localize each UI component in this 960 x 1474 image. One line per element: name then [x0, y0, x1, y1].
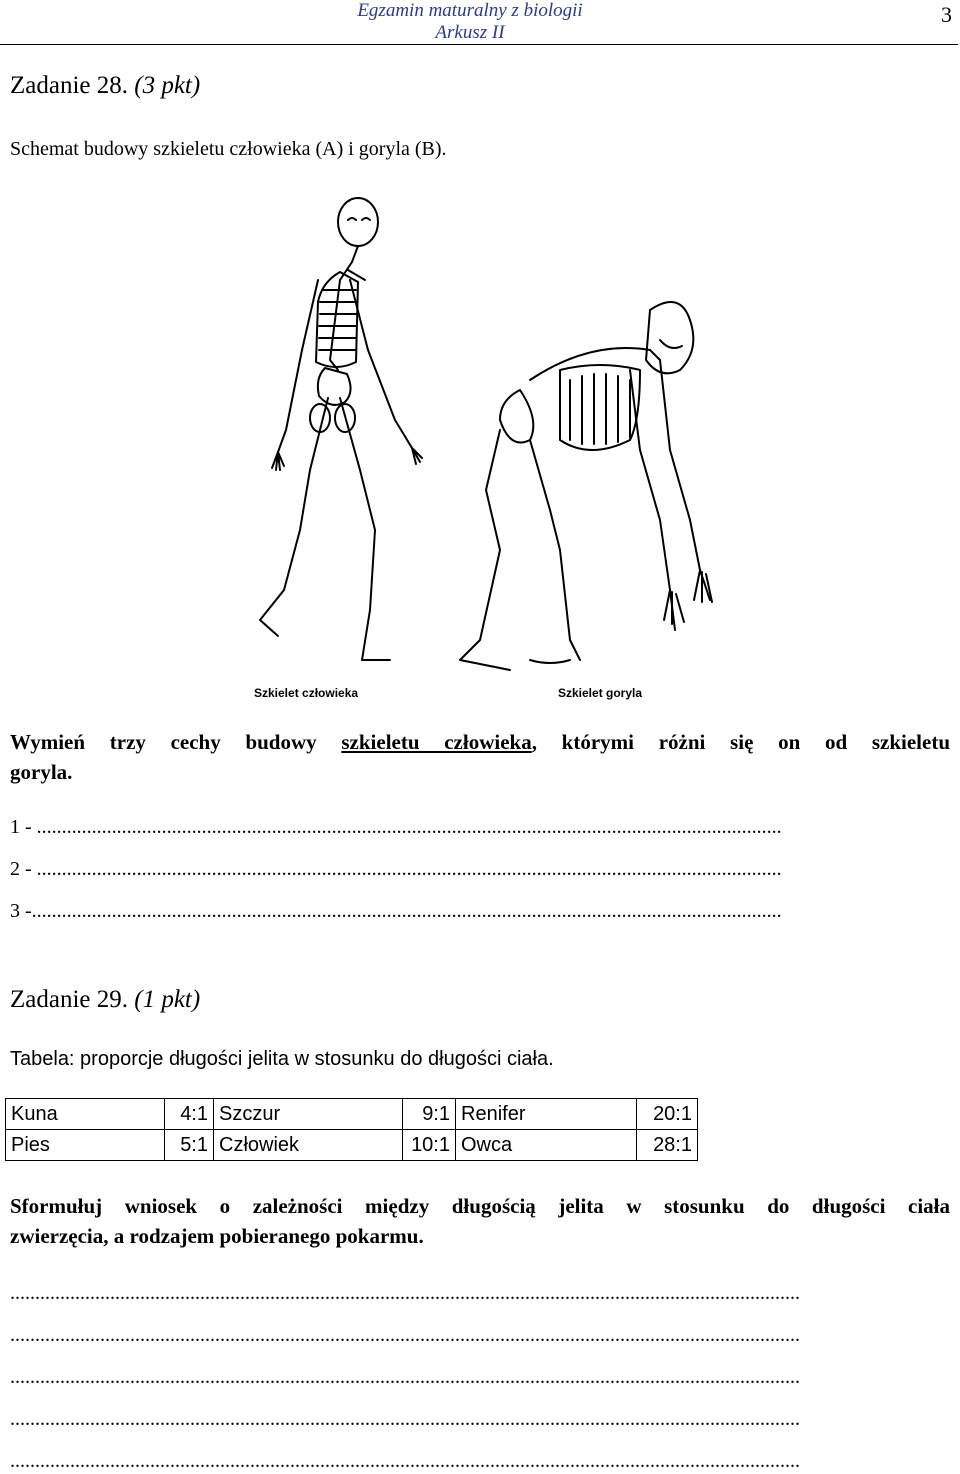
- task28-answer-2[interactable]: 2 - .....................................................................................................................................................: [10, 858, 782, 880]
- human-skeleton: [260, 198, 422, 660]
- table-cell: Owca: [456, 1130, 637, 1161]
- table-cell: Renifer: [456, 1099, 637, 1130]
- task28-answer-3[interactable]: 3 -......................................................................................................................................................: [10, 900, 782, 922]
- table-cell: 4:1: [165, 1099, 214, 1130]
- table-cell: 28:1: [637, 1130, 698, 1161]
- table-cell: Szczur: [214, 1099, 403, 1130]
- task28-number: Zadanie 28.: [10, 72, 129, 99]
- table-cell: 20:1: [637, 1099, 698, 1130]
- header-title: Egzamin maturalny z biologii: [357, 0, 583, 21]
- task29-question-line2: zwierzęcia, a rodzajem pobieranego pokarmu.: [10, 1224, 424, 1248]
- task29-description: Tabela: proporcje długości jelita w stosunku do długości ciała.: [10, 1048, 554, 1070]
- table-row: [6, 1099, 698, 1130]
- table-cell: Kuna: [6, 1099, 165, 1130]
- task29-points: (1 pkt): [134, 986, 201, 1013]
- header-rule: [0, 44, 958, 45]
- task29-answer-line[interactable]: ..............................................................................................................................................................: [10, 1366, 800, 1388]
- skeleton-figure: [230, 190, 730, 710]
- task29-question-line1: Sformułuj wniosek o zależności między długością jelita w stosunku do długości ciała: [10, 1194, 950, 1218]
- table-cell: 9:1: [403, 1099, 456, 1130]
- table-cell: 5:1: [165, 1130, 214, 1161]
- intestine-ratio-table: [5, 1098, 698, 1161]
- page-number: 3: [941, 2, 952, 27]
- task29-title: [10, 986, 200, 1014]
- table-cell: 10:1: [403, 1130, 456, 1161]
- figure-label-gorilla: Szkielet goryla: [558, 686, 643, 700]
- task28-title: [10, 72, 200, 100]
- task28-answer-1[interactable]: 1 - .....................................................................................................................................................: [10, 816, 782, 838]
- task29-answer-line[interactable]: ..............................................................................................................................................................: [10, 1450, 800, 1472]
- task29-answer-line[interactable]: ..............................................................................................................................................................: [10, 1282, 800, 1304]
- task29-number: Zadanie 29.: [10, 986, 129, 1013]
- figure-label-human: Szkielet człowieka: [254, 686, 359, 700]
- task28-question-line2: goryla.: [10, 760, 73, 784]
- task29-answer-line[interactable]: ..............................................................................................................................................................: [10, 1408, 800, 1430]
- table-cell: Człowiek: [214, 1130, 403, 1161]
- task28-question-emphasis: szkieletu człowieka: [341, 730, 532, 754]
- task29-answer-line[interactable]: ..............................................................................................................................................................: [10, 1324, 800, 1346]
- gorilla-skeleton: [460, 302, 712, 670]
- header-subtitle: Arkusz II: [435, 22, 505, 43]
- table-cell: Pies: [6, 1130, 165, 1161]
- task28-description: Schemat budowy szkieletu człowieka (A) i goryla (B).: [10, 138, 447, 160]
- task28-question-line1: Wymień trzy cechy budowy szkieletu człowieka, którymi różni się on od szkieletu: [10, 730, 951, 754]
- table-row: [6, 1130, 698, 1161]
- task28-points: (3 pkt): [134, 72, 201, 99]
